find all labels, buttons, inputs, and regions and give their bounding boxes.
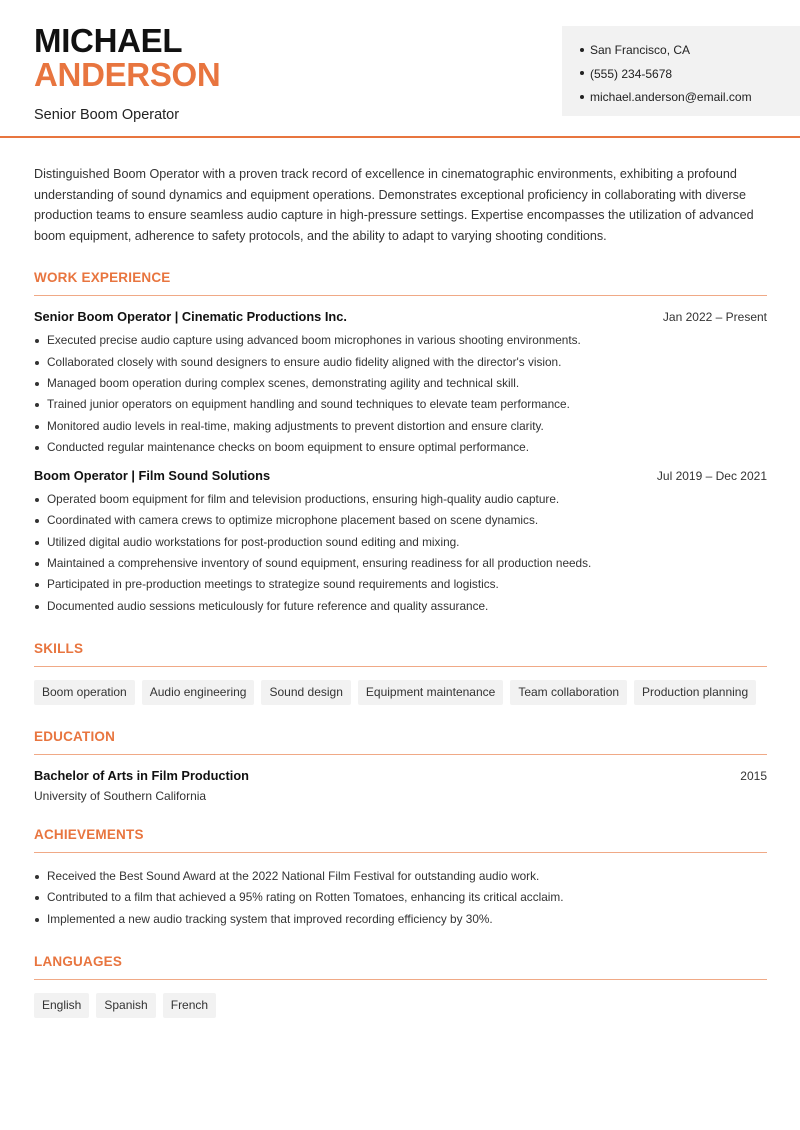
job-entry [34, 309, 767, 458]
skill-tag: Audio engineering [142, 680, 255, 705]
bullet-icon [580, 71, 584, 75]
languages-section [34, 954, 767, 1018]
job-date: Jan 2022 – Present [662, 310, 767, 325]
contact-email [580, 86, 800, 110]
skill-tags [34, 680, 767, 705]
list-item: Utilized digital audio workstations for post-production sound editing and mixing. [34, 532, 767, 553]
graduation-year: 2015 [740, 768, 767, 783]
section-title-work: WORK EXPERIENCE [34, 270, 767, 296]
skill-tag: Production planning [634, 680, 756, 705]
skill-tag: Equipment maintenance [358, 680, 503, 705]
list-item: Maintained a comprehensive inventory of sound equipment, ensuring readiness for all production needs. [34, 553, 767, 574]
bullet-icon [580, 48, 584, 52]
contact-location-text: San Francisco, CA [590, 43, 691, 57]
language-tag: English [34, 993, 89, 1018]
skills-section [34, 641, 767, 705]
list-item: Executed precise audio capture using advanced boom microphones in various shooting environments. [34, 330, 767, 351]
contact-phone [580, 63, 800, 87]
school-name: University of Southern California [34, 788, 207, 803]
degree: Bachelor of Arts in Film Production [34, 767, 249, 783]
job-date: Jul 2019 – Dec 2021 [656, 469, 767, 484]
section-title-achievements: ACHIEVEMENTS [34, 827, 767, 853]
name-block [34, 24, 220, 123]
contact-location [580, 39, 800, 63]
job-role: Senior Boom Operator | Cinematic Productions Inc. [34, 309, 347, 325]
job-header [34, 309, 767, 324]
job-title: Senior Boom Operator [34, 107, 180, 123]
education-section [34, 729, 767, 803]
contact-phone-text: (555) 234-5678 [590, 66, 673, 81]
resume-header [0, 0, 800, 138]
list-item: Implemented a new audio tracking system that improved recording efficiency by 30%. [34, 909, 767, 930]
section-title-education: EDUCATION [34, 729, 767, 755]
list-item: Monitored audio levels in real-time, making adjustments to prevent distortion and ensure clarity. [34, 416, 767, 437]
language-tag: Spanish [96, 993, 155, 1018]
list-item: Operated boom equipment for film and television productions, ensuring high-quality audio capture. [34, 489, 767, 510]
summary: Distinguished Boom Operator with a proven track record of excellence in cinematographic environments, exhibiting a profound understanding of sound dynamics and equipment operations. Demonstrates exceptional proficiency in collaborating with diverse production teams to ensure seamless audio capture in high-pressure settings. Expertise encompasses the utilization of advanced boom equipment, adherence to safety protocols, and the ability to adapt to varying shooting conditions. [34, 167, 754, 243]
achievement-bullets [34, 866, 767, 930]
list-item: Participated in pre-production meetings to strategize sound requirements and logistics. [34, 574, 767, 595]
language-tags [34, 993, 767, 1018]
contact-box [562, 26, 800, 116]
contact-email-text: michael.anderson@email.com [590, 90, 752, 104]
work-experience-section [34, 270, 767, 617]
job-bullets [34, 489, 767, 617]
education-header [34, 768, 767, 783]
list-item: Collaborated closely with sound designers to ensure audio fidelity aligned with the director's vision. [34, 352, 767, 373]
list-item: Managed boom operation during complex scenes, demonstrating agility and technical skill. [34, 373, 767, 394]
first-name: MICHAEL [34, 22, 183, 59]
list-item: Received the Best Sound Award at the 2022 National Film Festival for outstanding audio work. [34, 866, 767, 887]
skill-tag: Boom operation [34, 680, 135, 705]
section-title-languages: LANGUAGES [34, 954, 767, 980]
list-item: Trained junior operators on equipment handling and sound techniques to elevate team performance. [34, 394, 767, 415]
language-tag: French [163, 993, 216, 1018]
job-bullets [34, 330, 767, 458]
skill-tag: Team collaboration [510, 680, 627, 705]
achievements-section [34, 827, 767, 930]
list-item: Conducted regular maintenance checks on boom equipment to ensure optimal performance. [34, 437, 767, 458]
job-entry [34, 468, 767, 617]
bullet-icon [580, 95, 584, 99]
job-role: Boom Operator | Film Sound Solutions [34, 468, 271, 484]
section-title-skills: SKILLS [34, 641, 767, 667]
list-item: Coordinated with camera crews to optimize microphone placement based on scene dynamics. [34, 510, 767, 531]
list-item: Contributed to a film that achieved a 95% rating on Rotten Tomatoes, enhancing its critical acclaim. [34, 887, 767, 908]
job-header [34, 468, 767, 483]
skill-tag: Sound design [261, 680, 350, 705]
resume-content [34, 164, 767, 1018]
last-name: ANDERSON [34, 56, 221, 93]
list-item: Documented audio sessions meticulously for future reference and quality assurance. [34, 596, 767, 617]
